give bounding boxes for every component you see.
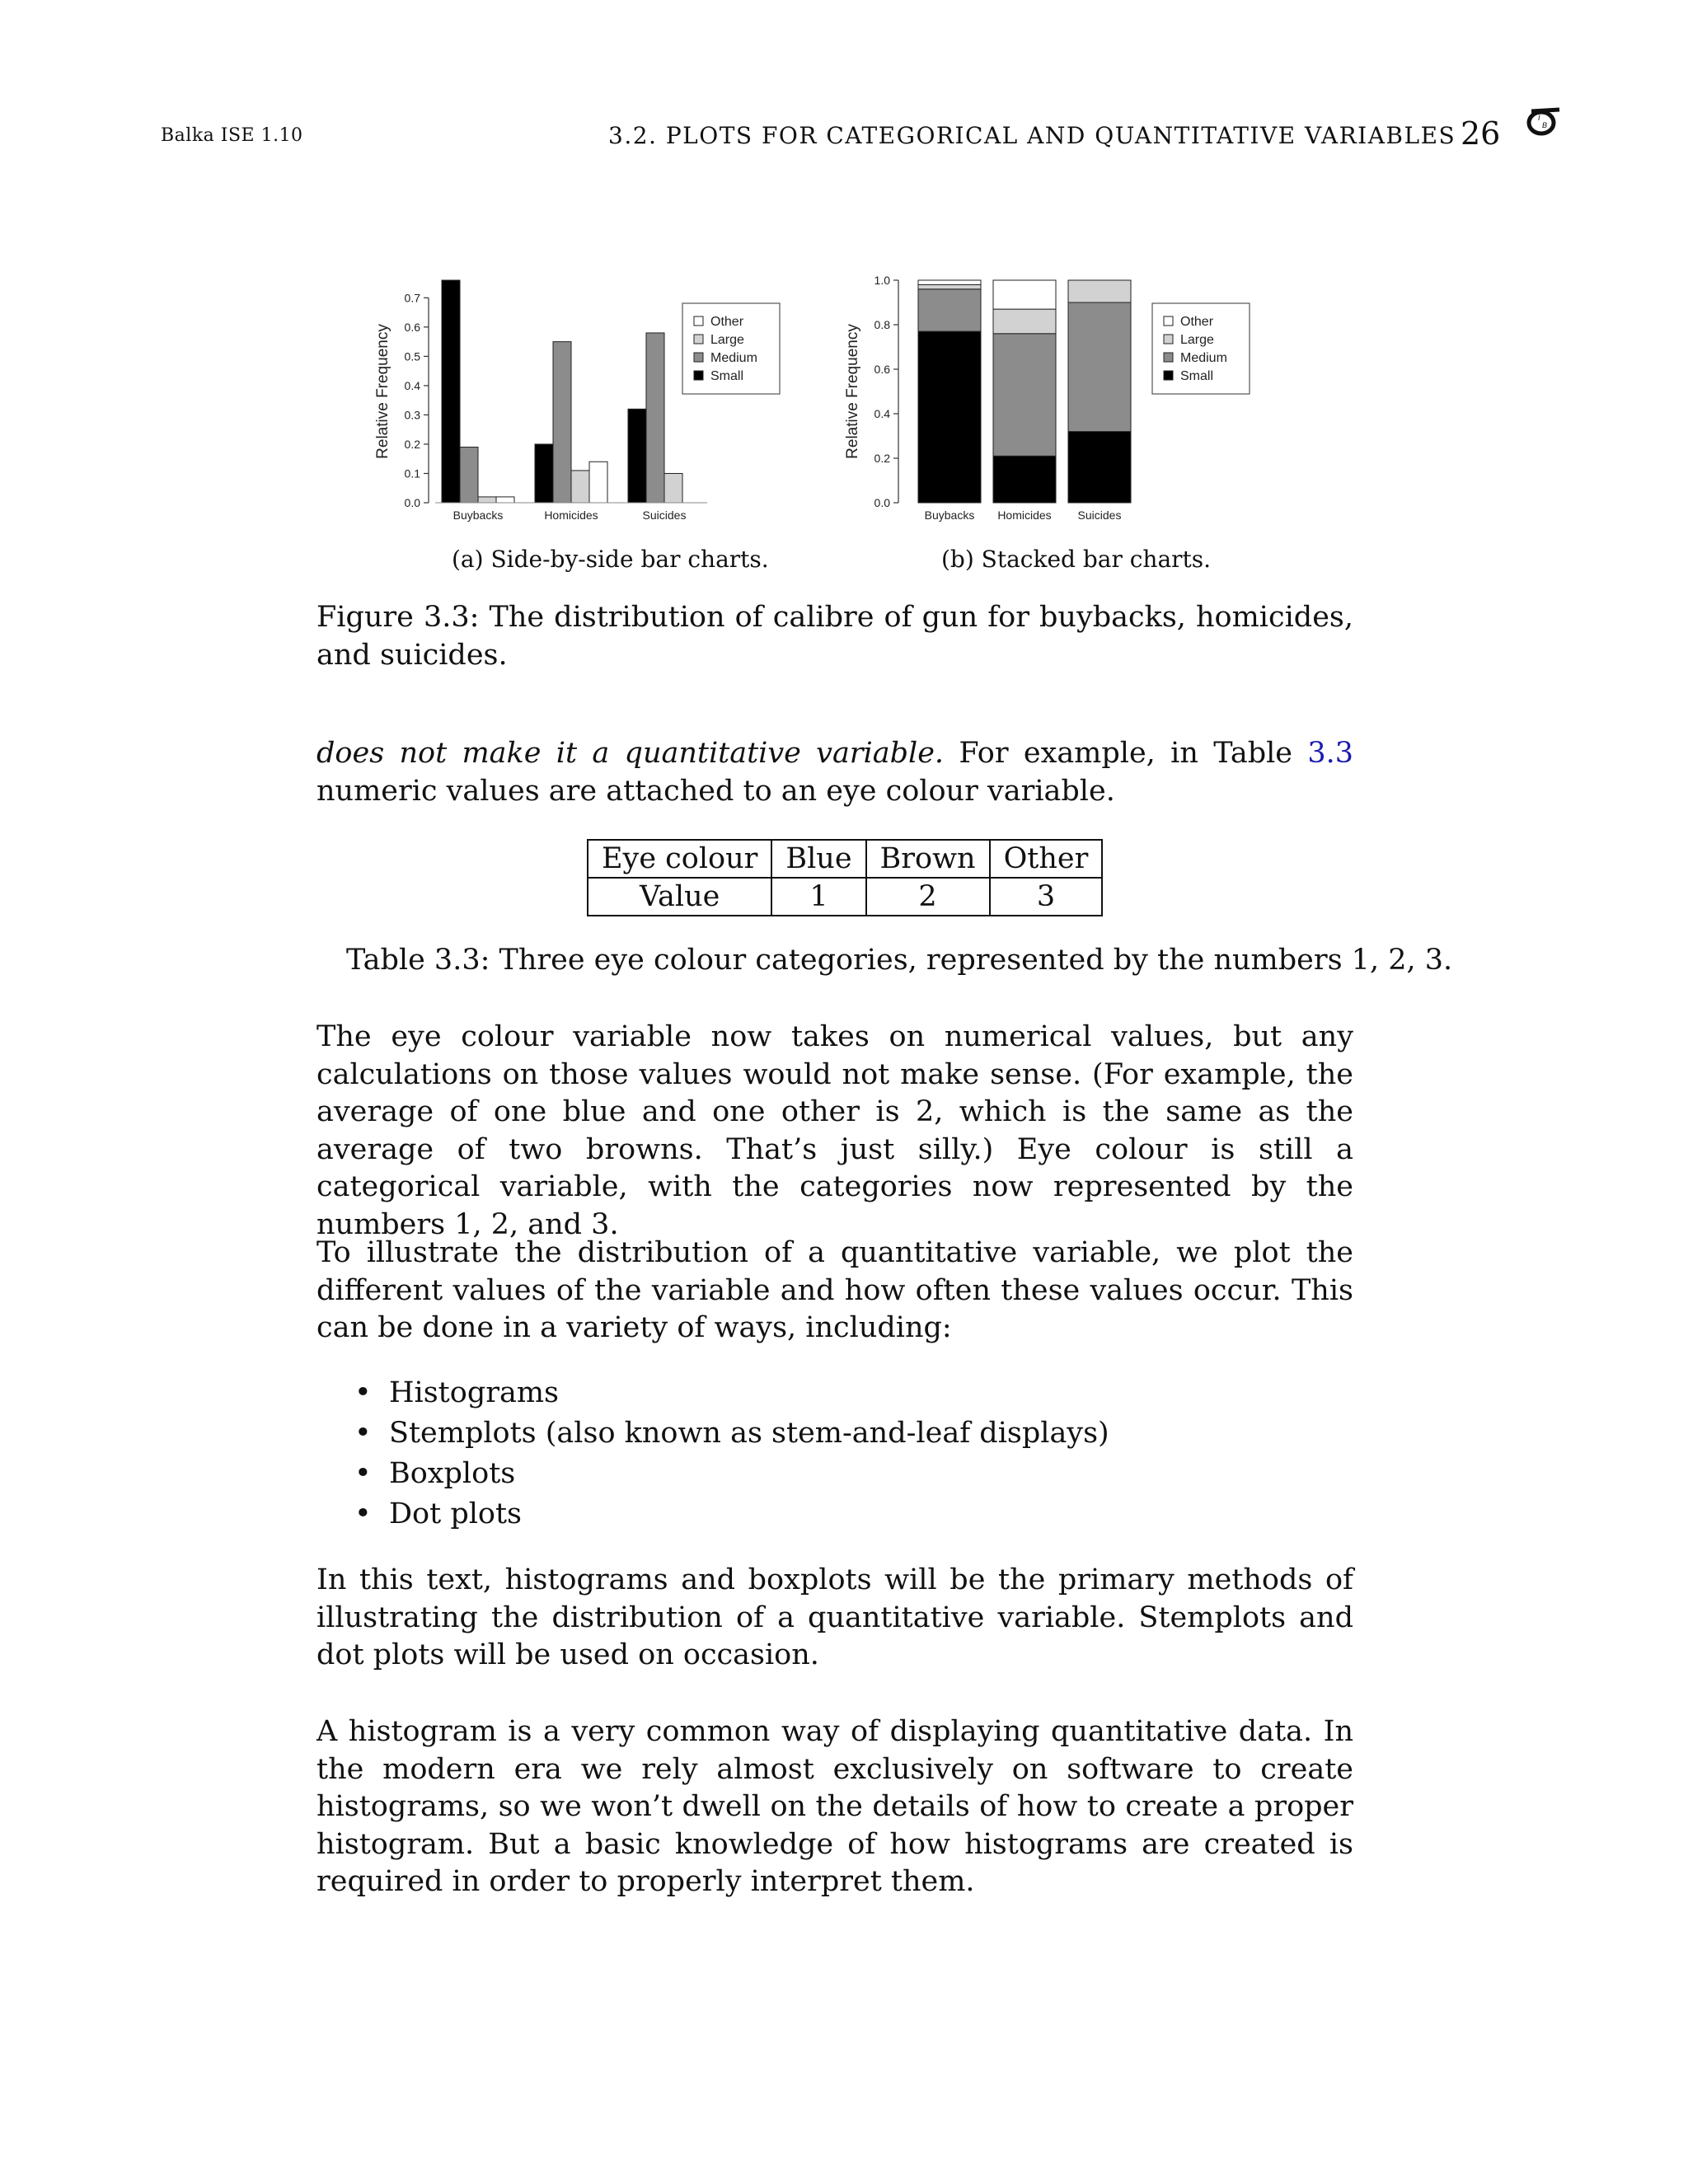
bar bbox=[571, 471, 589, 503]
legend-swatch bbox=[694, 335, 703, 344]
bar bbox=[646, 333, 664, 503]
legend-label: Large bbox=[1180, 333, 1214, 347]
subfigure-caption-b: (b) Stacked bar charts. bbox=[941, 546, 1212, 573]
legend-label: Medium bbox=[710, 351, 757, 365]
stacked-bar-chart bbox=[824, 264, 1286, 536]
paragraph-histogram: A histogram is a very common way of displaying quantitative data. In the modern era we rely almost exclusively on software to create histograms, so we won’t dwell on the details of how to create a proper histogram. But a basic knowledge of how histograms are created is required in order to properly interpret them. bbox=[316, 1715, 1353, 1898]
y-tick-label: 0.4 bbox=[404, 378, 420, 392]
legend-swatch bbox=[1164, 353, 1173, 362]
legend-swatch bbox=[1164, 316, 1173, 326]
table-cell: Value bbox=[588, 878, 771, 916]
legend-label: Large bbox=[710, 333, 744, 347]
subfigure-caption-a: (a) Side-by-side bar charts. bbox=[452, 546, 769, 573]
bar bbox=[535, 444, 553, 503]
bar bbox=[460, 448, 478, 504]
legend-label: Other bbox=[1180, 315, 1214, 329]
list-item: • Dot plots bbox=[354, 1494, 1109, 1535]
table-row bbox=[588, 878, 1102, 916]
bar bbox=[553, 342, 571, 503]
intro-text-2: numeric values are attached to an eye colour variable. bbox=[316, 774, 1115, 808]
eye-colour-table bbox=[587, 839, 1103, 916]
y-tick-label: 0.5 bbox=[404, 349, 420, 363]
y-tick-label: 0.7 bbox=[404, 291, 420, 305]
stacked-segment bbox=[993, 309, 1056, 334]
stacked-segment bbox=[993, 280, 1056, 309]
table-header-cell: Brown bbox=[866, 840, 990, 878]
sigma-logo-icon bbox=[1523, 101, 1563, 140]
y-tick-label: 0.0 bbox=[874, 496, 890, 509]
stacked-segment bbox=[993, 334, 1056, 457]
y-tick-label: 0.6 bbox=[874, 363, 890, 376]
y-axis-label: Relative Frequency bbox=[374, 324, 392, 459]
running-head-left: Balka ISE 1.10 bbox=[161, 125, 303, 146]
table-cell: 2 bbox=[866, 878, 990, 916]
stacked-segment bbox=[1068, 302, 1131, 432]
running-head-title: 3.2. PLOTS FOR CATEGORICAL AND QUANTITATIVE VARIABLES bbox=[608, 122, 1456, 149]
bar bbox=[589, 462, 607, 503]
svg-text:B: B bbox=[1542, 121, 1548, 129]
legend-label: Small bbox=[710, 369, 744, 383]
intro-text-1: For example, in Table bbox=[944, 737, 1308, 770]
stacked-segment bbox=[918, 289, 981, 331]
paragraph-quantitative: To illustrate the distribution of a quantitative variable, we plot the different values of the variable and how often these values occur. This can be done in a variety of ways, including: bbox=[316, 1236, 1353, 1344]
list-item: • Stemplots (also known as stem-and-leaf displays) bbox=[354, 1413, 1109, 1454]
legend-label: Other bbox=[710, 315, 744, 329]
y-tick-label: 0.4 bbox=[874, 407, 890, 420]
y-tick-label: 0.2 bbox=[404, 437, 420, 451]
paragraph-eye-colour: The eye colour variable now takes on numerical values, but any calculations on those values would not make sense. (For example, the average of one blue and one other is 2, which is the same as the average of two browns. That’s just silly.) Eye colour is still a categorical variable, with the categories now represented by the numbers 1, 2, and 3. bbox=[316, 1020, 1353, 1241]
y-tick-label: 1.0 bbox=[874, 274, 890, 287]
table-cell: 1 bbox=[771, 878, 865, 916]
y-axis-label: Relative Frequency bbox=[844, 324, 861, 459]
legend-label: Medium bbox=[1180, 351, 1227, 365]
y-tick-label: 0.2 bbox=[874, 452, 890, 465]
bar bbox=[478, 497, 496, 503]
stacked-segment bbox=[993, 456, 1056, 503]
table-caption: Table 3.3: Three eye colour categories, represented by the numbers 1, 2, 3. bbox=[346, 944, 1453, 977]
legend-swatch bbox=[694, 371, 703, 380]
stacked-segment bbox=[1068, 432, 1131, 503]
legend-swatch bbox=[1164, 335, 1173, 344]
y-tick-label: 0.8 bbox=[874, 318, 890, 331]
plot-types-list bbox=[354, 1373, 1109, 1535]
y-tick-label: 0.1 bbox=[404, 466, 420, 480]
bar bbox=[628, 409, 646, 503]
table-cell: 3 bbox=[990, 878, 1103, 916]
stacked-segment bbox=[1068, 280, 1131, 302]
paragraph-methods: In this text, histograms and boxplots will be the primary methods of illustrating the distribution of a quantitative variable. Stemplots and dot plots will be used on occasion. bbox=[316, 1563, 1353, 1671]
y-tick-label: 0.3 bbox=[404, 408, 420, 422]
x-tick-label: Suicides bbox=[642, 509, 687, 522]
intro-paragraph bbox=[316, 735, 1353, 810]
x-tick-label: Homicides bbox=[544, 509, 598, 522]
bar bbox=[496, 497, 514, 503]
legend-label: Small bbox=[1180, 369, 1214, 383]
legend-swatch bbox=[694, 353, 703, 362]
x-tick-label: Buybacks bbox=[452, 509, 504, 522]
bar bbox=[664, 473, 682, 503]
stacked-segment bbox=[918, 280, 981, 284]
legend-swatch bbox=[1164, 371, 1173, 380]
y-tick-label: 0.6 bbox=[404, 320, 420, 334]
side-by-side-bar-chart bbox=[354, 264, 816, 536]
intro-italic: does not make it a quantitative variable. bbox=[316, 737, 945, 770]
stacked-segment bbox=[918, 284, 981, 288]
table-reference-link[interactable]: 3.3 bbox=[1307, 737, 1353, 770]
page-number: 26 bbox=[1461, 115, 1501, 152]
table-header-cell: Eye colour bbox=[588, 840, 771, 878]
figure-caption: Figure 3.3: The distribution of calibre of gun for buybacks, homicides, and suicides. bbox=[316, 601, 1353, 672]
x-tick-label: Suicides bbox=[1077, 509, 1122, 522]
legend-swatch bbox=[694, 316, 703, 326]
list-item: • Boxplots bbox=[354, 1454, 1109, 1494]
y-tick-label: 0.0 bbox=[404, 496, 420, 509]
stacked-segment bbox=[918, 331, 981, 503]
x-tick-label: Homicides bbox=[997, 509, 1052, 522]
x-tick-label: Buybacks bbox=[924, 509, 975, 522]
bar bbox=[442, 280, 460, 503]
list-item: • Histograms bbox=[354, 1373, 1109, 1413]
table-header-cell: Blue bbox=[771, 840, 865, 878]
table-header-cell: Other bbox=[990, 840, 1103, 878]
svg-text:I: I bbox=[1538, 114, 1540, 122]
table-header-row bbox=[588, 840, 1102, 878]
